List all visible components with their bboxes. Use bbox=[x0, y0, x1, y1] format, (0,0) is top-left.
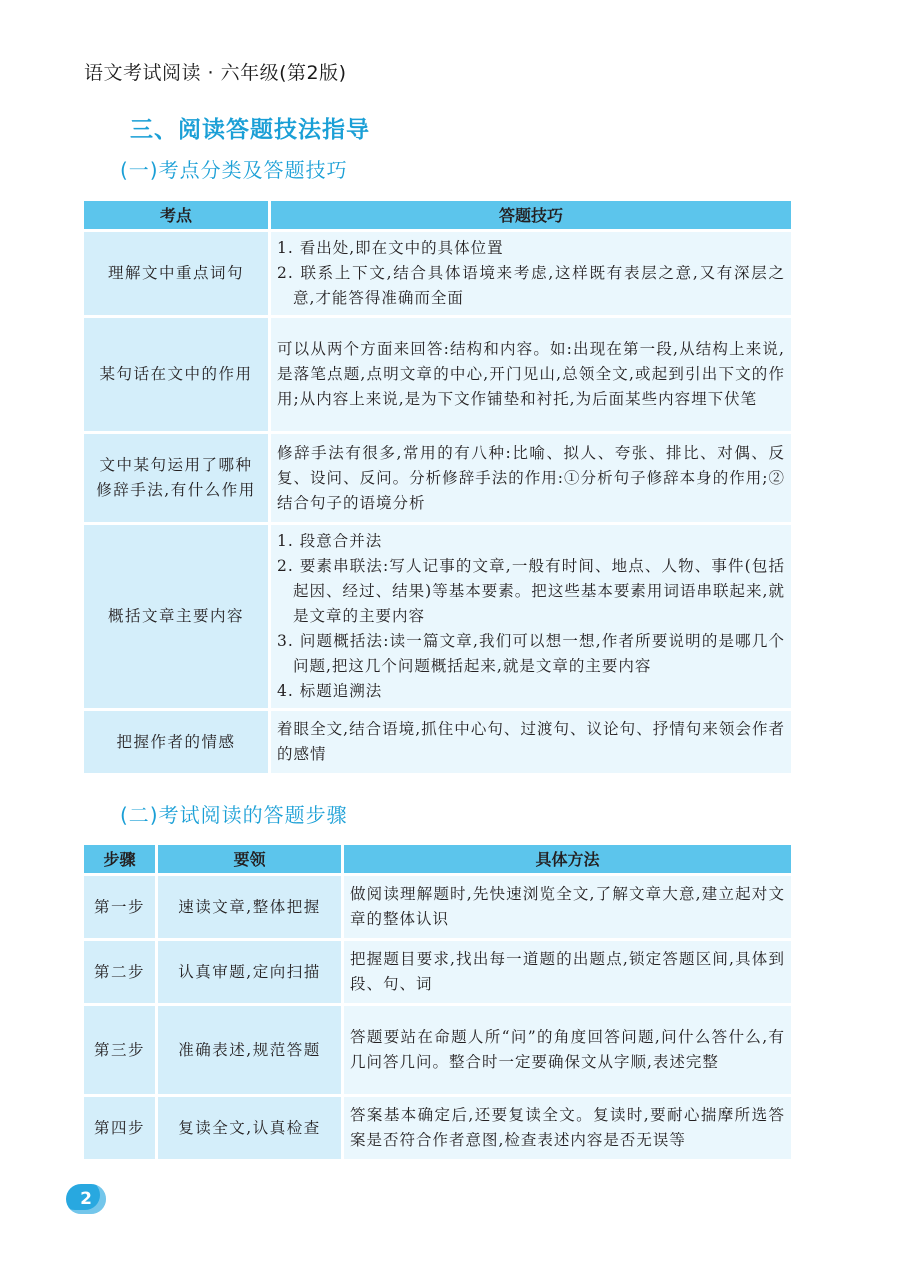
column-header-method: 具体方法 bbox=[344, 845, 791, 873]
technique-line: 1. 段意合并法 bbox=[277, 532, 383, 550]
exam-point-cell: 某句话在文中的作用 bbox=[84, 318, 268, 431]
step-cell: 第一步 bbox=[84, 876, 155, 938]
technique-line: 2. 联系上下文,结合具体语境来考虑,这样既有表层之意,又有深层之意,才能答得准确而全面 bbox=[277, 264, 785, 307]
column-header-key: 要领 bbox=[158, 845, 341, 873]
technique-line: 着眼全文,结合语境,抓住中心句、过渡句、议论句、抒情句来领会作者的感情 bbox=[277, 720, 785, 763]
table-row bbox=[84, 232, 791, 315]
technique-line: 1. 看出处,即在文中的具体位置 bbox=[277, 239, 504, 257]
exam-point-cell: 理解文中重点词句 bbox=[84, 232, 268, 315]
table-header-row bbox=[84, 845, 791, 873]
step-cell: 第二步 bbox=[84, 941, 155, 1003]
method-cell: 把握题目要求,找出每一道题的出题点,锁定答题区间,具体到段、句、词 bbox=[344, 941, 791, 1003]
subsection-title-2: (二)考试阅读的答题步骤 bbox=[120, 803, 348, 827]
column-header-point: 考点 bbox=[84, 201, 268, 229]
technique-line: 修辞手法有很多,常用的有八种:比喻、拟人、夸张、排比、对偶、反复、设问、反问。分析修辞手法的作用:①分析句子修辞本身的作用;②结合句子的语境分析 bbox=[277, 443, 785, 512]
key-point-cell: 认真审题,定向扫描 bbox=[158, 941, 341, 1003]
technique-cell bbox=[271, 434, 791, 522]
technique-cell bbox=[271, 525, 791, 708]
technique-line: 可以从两个方面来回答:结构和内容。如:出现在第一段,从结构上来说,是落笔点题,点明文章的中心,开门见山,总领全文,或起到引出下文的作用;从内容上来说,是为下文作铺垫和衬托,为后面某些内容埋下伏笔 bbox=[277, 340, 785, 408]
subsection-title-1: (一)考点分类及答题技巧 bbox=[120, 158, 348, 182]
table-header-row bbox=[84, 201, 791, 229]
table-row bbox=[84, 1006, 791, 1094]
technique-cell bbox=[271, 232, 791, 315]
key-point-cell: 复读全文,认真检查 bbox=[158, 1097, 341, 1159]
key-point-cell: 速读文章,整体把握 bbox=[158, 876, 341, 938]
table-row bbox=[84, 711, 791, 773]
method-cell: 答题要站在命题人所“问”的角度回答问题,问什么答什么,有几问答几问。整合时一定要确保文从字顺,表述完整 bbox=[344, 1006, 791, 1094]
method-cell: 答案基本确定后,还要复读全文。复读时,要耐心揣摩所选答案是否符合作者意图,检查表述内容是否无误等 bbox=[344, 1097, 791, 1159]
table-row bbox=[84, 1097, 791, 1159]
column-header-technique: 答题技巧 bbox=[271, 201, 791, 229]
table-row bbox=[84, 941, 791, 1003]
page-number-badge: 2 bbox=[66, 1184, 106, 1214]
table-row bbox=[84, 876, 791, 938]
step-cell: 第三步 bbox=[84, 1006, 155, 1094]
key-point-cell: 准确表述,规范答题 bbox=[158, 1006, 341, 1094]
technique-line: 4. 标题追溯法 bbox=[277, 682, 383, 700]
table-row bbox=[84, 434, 791, 522]
exam-point-cell: 把握作者的情感 bbox=[84, 711, 268, 773]
step-cell: 第四步 bbox=[84, 1097, 155, 1159]
answer-steps-table bbox=[81, 842, 794, 1162]
technique-cell bbox=[271, 711, 791, 773]
table-row bbox=[84, 318, 791, 431]
method-cell: 做阅读理解题时,先快速浏览全文,了解文章大意,建立起对文章的整体认识 bbox=[344, 876, 791, 938]
technique-line: 2. 要素串联法:写人记事的文章,一般有时间、地点、人物、事件(包括起因、经过、结果)等基本要素。把这些基本要素用词语串联起来,就是文章的主要内容 bbox=[277, 557, 785, 625]
column-header-step: 步骤 bbox=[84, 845, 155, 873]
exam-points-table bbox=[81, 198, 794, 776]
table-row bbox=[84, 525, 791, 708]
technique-line: 3. 问题概括法:读一篇文章,我们可以想一想,作者所要说明的是哪几个问题,把这几个问题概括起来,就是文章的主要内容 bbox=[277, 632, 785, 675]
technique-cell bbox=[271, 318, 791, 431]
section-title: 三、阅读答题技法指导 bbox=[130, 117, 370, 143]
exam-point-cell: 概括文章主要内容 bbox=[84, 525, 268, 708]
exam-point-cell: 文中某句运用了哪种修辞手法,有什么作用 bbox=[84, 434, 268, 522]
running-head: 语文考试阅读 · 六年级(第2版) bbox=[84, 62, 347, 84]
